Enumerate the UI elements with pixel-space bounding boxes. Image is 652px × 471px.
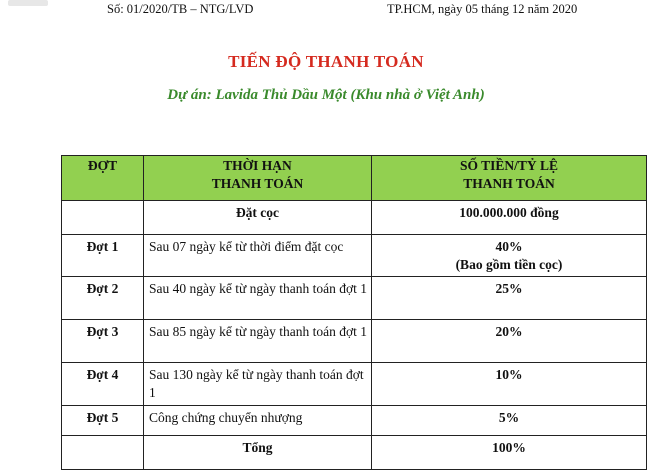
- payment-term: Sau 07 ngày kể từ thời điểm đặt cọc: [144, 235, 372, 277]
- document-title: TIẾN ĐỘ THANH TOÁN: [228, 52, 424, 71]
- header-term: [144, 156, 372, 201]
- payment-amount: 10%: [372, 363, 647, 406]
- payment-term: Công chứng chuyển nhượng: [144, 406, 372, 436]
- header-amount-line1: SỐ TIỀN/TỶ LỆ: [459, 158, 559, 173]
- header-amount: [372, 156, 647, 201]
- payment-note: (Bao gồm tiền cọc): [455, 257, 563, 272]
- phase-label: Đợt 5: [62, 406, 144, 436]
- payment-amount: 20%: [372, 320, 647, 363]
- phase-label: Đợt 1: [62, 235, 144, 277]
- table-row: [62, 406, 647, 436]
- payment-amount: 40%: [495, 239, 523, 254]
- phase-label: Đợt 3: [62, 320, 144, 363]
- header-term-line2: THANH TOÁN: [211, 176, 304, 191]
- deposit-row: [62, 201, 647, 235]
- total-row: [62, 436, 647, 470]
- place-and-date: TP.HCM, ngày 05 tháng 12 năm 2020: [387, 2, 578, 16]
- deposit-phase-cell: [62, 201, 144, 235]
- header-amount-line2: THANH TOÁN: [463, 176, 555, 191]
- total-amount: 100%: [372, 436, 647, 470]
- header-phase: [62, 156, 144, 201]
- table-row: [62, 235, 647, 277]
- table-row: [62, 320, 647, 363]
- total-label: Tổng: [144, 436, 372, 470]
- deposit-amount: 100.000.000 đồng: [372, 201, 647, 235]
- payment-schedule-table: [61, 155, 647, 470]
- phase-label: Đợt 2: [62, 277, 144, 320]
- payment-amount: 5%: [372, 406, 647, 436]
- payment-term: Sau 130 ngày kể từ ngày thanh toán đợt 1: [144, 363, 372, 406]
- payment-amount-cell: [372, 235, 647, 277]
- payment-amount: 25%: [372, 277, 647, 320]
- header-phase-label: ĐỢT: [87, 158, 118, 173]
- deposit-label: Đặt cọc: [144, 201, 372, 235]
- document-header: [0, 1, 652, 19]
- table-row: [62, 277, 647, 320]
- table-header-row: [62, 156, 647, 201]
- payment-term: Sau 85 ngày kể từ ngày thanh toán đợt 1: [144, 320, 372, 363]
- total-phase-cell: [62, 436, 144, 470]
- phase-label: Đợt 4: [62, 363, 144, 406]
- table-row: [62, 363, 647, 406]
- document-number: Số: 01/2020/TB – NTG/LVD: [107, 2, 254, 16]
- payment-term: Sau 40 ngày kể từ ngày thanh toán đợt 1: [144, 277, 372, 320]
- project-subtitle: Dự án: Lavida Thủ Dầu Một (Khu nhà ở Việt Anh): [167, 87, 485, 103]
- header-term-line1: THỜI HẠN: [223, 158, 292, 173]
